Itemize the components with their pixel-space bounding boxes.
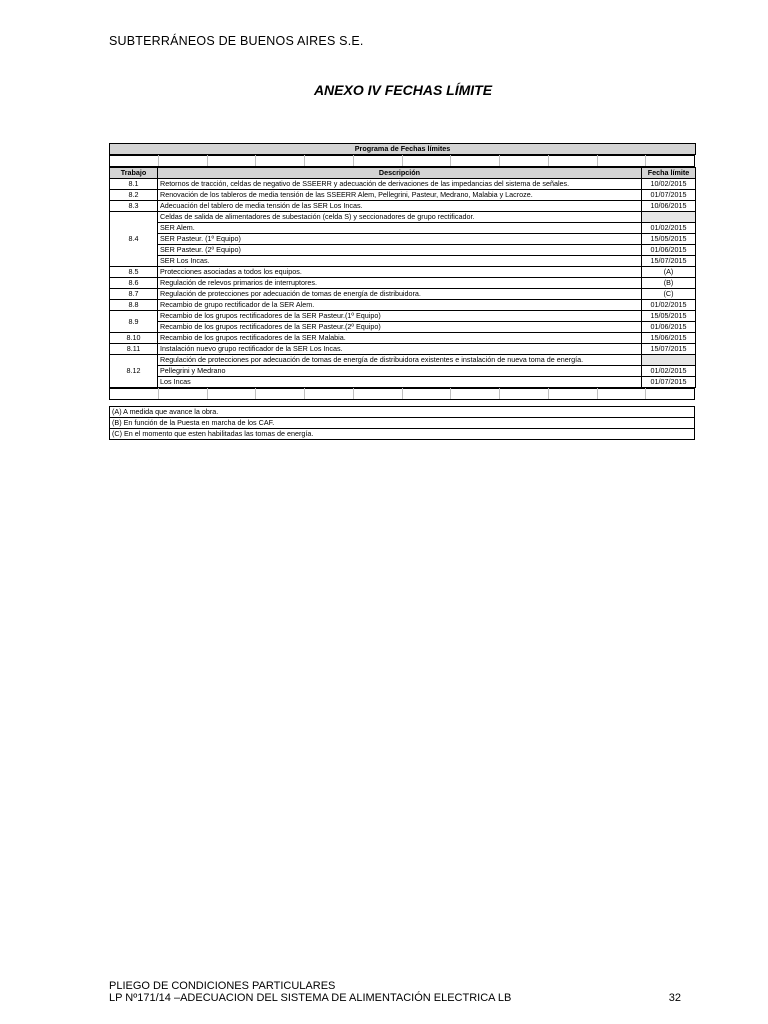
fecha-cell: 15/05/2015 [642,234,696,245]
trabajo-cell: 8.9 [110,311,158,333]
blank-cell [207,156,256,167]
descripcion-cell: Los Incas [158,377,642,388]
blank-cell [402,389,451,400]
table-row [110,289,696,300]
blank-cell [207,389,256,400]
table-sub-row [110,223,696,234]
descripcion-cell: SER Pasteur. (2º Equipo) [158,245,642,256]
trabajo-cell: 8.10 [110,333,158,344]
footer-line-1: PLIEGO DE CONDICIONES PARTICULARES [109,980,336,992]
blank-cell [548,389,597,400]
descripcion-cell: Recambio de los grupos rectificadores de la SER Pasteur.(1º Equipo) [158,311,642,322]
note-text: (C) En el momento que esten habilitadas las tomas de energía. [110,429,695,440]
fecha-cell: 01/02/2015 [642,366,696,377]
blank-cell [646,156,695,167]
table-row [110,344,696,355]
table-row [110,179,696,190]
descripcion-cell: Recambio de los grupos rectificadores de la SER Pasteur.(2º Equipo) [158,322,642,333]
note-row [110,418,695,429]
blank-cell [110,389,159,400]
blank-grid-row [109,155,695,167]
descripcion-cell: Retornos de tracción, celdas de negativo de SSEERR y adecuación de derivaciones de las impedancias del sistema de señales. [158,179,642,190]
table-caption-row [110,144,696,155]
trabajo-cell: 8.6 [110,278,158,289]
blank-cell [305,156,354,167]
column-header-descripcion: Descripción [158,168,642,179]
blank-cell [353,156,402,167]
fecha-cell: 10/06/2015 [642,201,696,212]
table-row [110,311,696,322]
footer-line-2: LP Nº171/14 –ADECUACION DEL SISTEMA DE ALIMENTACIÓN ELECTRICA LB [109,992,512,1004]
table-row [110,300,696,311]
descripcion-cell: SER Pasteur. (1º Equipo) [158,234,642,245]
blank-cell [158,156,207,167]
note-text: (B) En función de la Puesta en marcha de los CAF. [110,418,695,429]
descripcion-cell: Renovación de los tableros de media tensión de las SSEERR Alem, Pellegrini, Pasteur, Medrano, Malabia y Lacroze. [158,190,642,201]
blank-cell [451,156,500,167]
trabajo-cell: 8.1 [110,179,158,190]
fecha-cell [642,212,696,223]
fecha-cell: (B) [642,278,696,289]
fecha-cell: 01/06/2015 [642,245,696,256]
blank-cell [597,389,646,400]
descripcion-cell: Celdas de salida de alimentadores de subestación (celda S) y seccionadores de grupo rectificador. [158,212,642,223]
blank-grid-row [109,388,695,400]
table-row [110,355,696,366]
table-sub-row [110,377,696,388]
blank-cell [305,389,354,400]
fecha-cell: 15/07/2015 [642,256,696,267]
document-title: ANEXO IV FECHAS LÍMITE [313,82,493,98]
table-caption: Programa de Fechas límites [110,144,696,155]
descripcion-cell: SER Los Incas. [158,256,642,267]
trabajo-cell: 8.4 [110,212,158,267]
trabajo-cell: 8.12 [110,355,158,388]
descripcion-cell: Regulación de protecciones por adecuación de tomas de energía de distribuidora existentes e instalación de nueva toma de energía. [158,355,642,366]
blank-cell [110,156,159,167]
table-row [110,278,696,289]
table-row [110,267,696,278]
fecha-cell: (A) [642,267,696,278]
fecha-cell: 15/06/2015 [642,333,696,344]
page-number: 32 [668,992,681,1004]
blank-cell [256,389,305,400]
trabajo-cell: 8.5 [110,267,158,278]
table-row [110,201,696,212]
table-row [110,190,696,201]
trabajo-cell: 8.2 [110,190,158,201]
descripcion-cell: Recambio de los grupos rectificadores de la SER Malabia. [158,333,642,344]
descripcion-cell: Protecciones asociadas a todos los equipos. [158,267,642,278]
descripcion-cell: Pellegrini y Medrano [158,366,642,377]
fecha-cell: 01/02/2015 [642,223,696,234]
fecha-cell: (C) [642,289,696,300]
fecha-cell: 15/05/2015 [642,311,696,322]
table-sub-row [110,366,696,377]
trabajo-cell: 8.11 [110,344,158,355]
notes-table [109,406,695,440]
column-header-trabajo: Trabajo [110,168,158,179]
blank-cell [158,389,207,400]
header-organization: SUBTERRÁNEOS DE BUENOS AIRES S.E. [109,34,364,48]
fecha-cell [642,355,696,366]
fecha-cell: 01/02/2015 [642,300,696,311]
table-sub-row [110,245,696,256]
fecha-cell: 01/06/2015 [642,322,696,333]
descripcion-cell: SER Alem. [158,223,642,234]
blank-cell [256,156,305,167]
table-sub-row [110,234,696,245]
descripcion-cell: Regulación de protecciones por adecuación de tomas de energía de distribuidora. [158,289,642,300]
table-row [110,212,696,223]
blank-cell [451,389,500,400]
trabajo-cell: 8.8 [110,300,158,311]
descripcion-cell: Regulación de relevos primarios de interruptores. [158,278,642,289]
blank-cell [402,156,451,167]
note-row [110,407,695,418]
descripcion-cell: Recambio de grupo rectificador de la SER Alem. [158,300,642,311]
fecha-cell: 10/02/2015 [642,179,696,190]
column-header-row [110,168,696,179]
trabajo-cell: 8.7 [110,289,158,300]
fecha-cell: 15/07/2015 [642,344,696,355]
descripcion-cell: Adecuación del tablero de media tensión de las SER Los Incas. [158,201,642,212]
fecha-cell: 01/07/2015 [642,190,696,201]
table-sub-row [110,256,696,267]
table-sub-row [110,322,696,333]
blank-cell [353,389,402,400]
blank-cell [500,156,549,167]
table-row [110,333,696,344]
blank-cell [548,156,597,167]
descripcion-cell: Instalación nuevo grupo rectificador de la SER Los Incas. [158,344,642,355]
blank-cell [646,389,695,400]
note-text: (A) A medida que avance la obra. [110,407,695,418]
note-row [110,429,695,440]
blank-cell [500,389,549,400]
page-footer [109,980,681,1004]
fecha-cell: 01/07/2015 [642,377,696,388]
deadline-schedule-table [109,143,695,440]
trabajo-cell: 8.3 [110,201,158,212]
blank-cell [597,156,646,167]
column-header-fecha: Fecha límite [642,168,696,179]
